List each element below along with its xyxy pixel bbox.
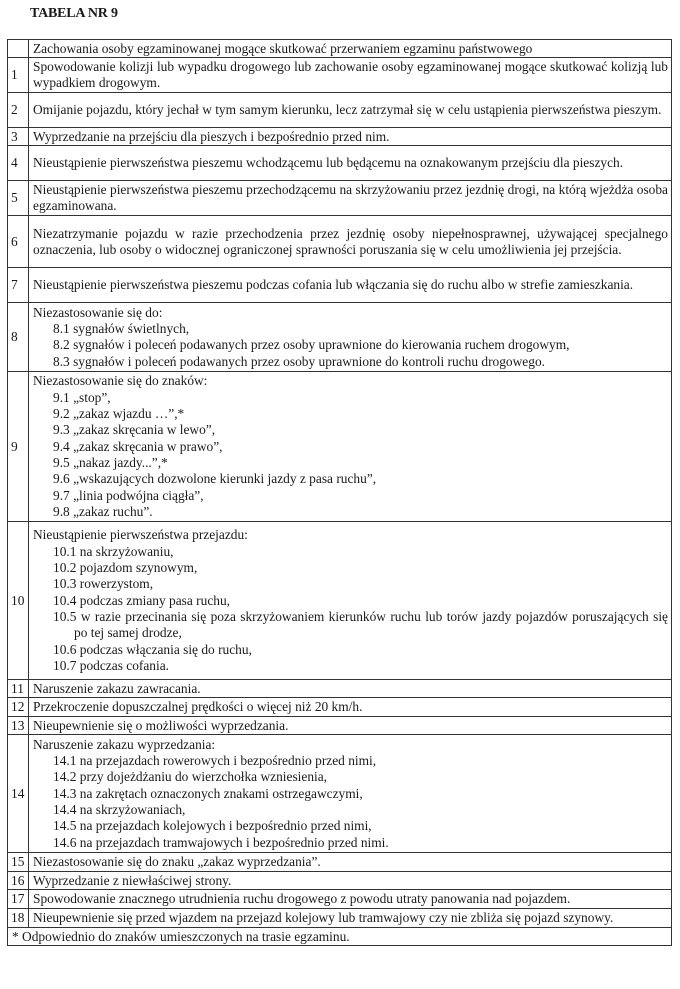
row-number: 18 <box>8 909 29 928</box>
row-number: 8 <box>8 303 29 372</box>
row-text: Nieustąpienie pierwszeństwa pieszemu wchodzącemu lub będącemu na oznakowanym przejściu dla pieszych. <box>33 155 624 171</box>
footnote: * Odpowiednio do znaków umieszczonych na trasie egzaminu. <box>8 928 672 946</box>
table-row <box>8 735 672 853</box>
row-number: 6 <box>8 216 29 268</box>
document-title: TABELA NR 9 <box>30 6 118 21</box>
row-number: 16 <box>8 872 29 890</box>
sub-item: 9.3 „zakaz skręcania w lewo”, <box>53 422 216 438</box>
row-number: 15 <box>8 853 29 872</box>
row-number: 3 <box>8 128 29 146</box>
sub-item: 8.3 sygnałów i poleceń podawanych przez osoby uprawnione do kontroli ruchu drogowego. <box>53 353 545 369</box>
row-text: Spowodowanie kolizji lub wypadku drogowego lub zachowanie osoby egzaminowanej mogące skutkować kolizją lub wypadkiem drogowym. <box>33 59 668 91</box>
row-number: 2 <box>8 93 29 128</box>
sub-item: 14.4 na skrzyżowaniach, <box>53 801 186 817</box>
row-text: Przekroczenie dopuszczalnej prędkości o więcej niż 20 km/h. <box>33 699 363 715</box>
table-row <box>8 717 672 735</box>
row-number: 9 <box>8 372 29 522</box>
sub-item: 9.4 „zakaz skręcania w prawo”, <box>53 438 223 454</box>
table-header: Zachowania osoby egzaminowanej mogące skutkować przerwaniem egzaminu państwowego <box>29 40 672 58</box>
row-content <box>29 890 672 909</box>
row-content <box>29 303 672 372</box>
table-row <box>8 268 672 303</box>
sub-item: 10.1 na skrzyżowaniu, <box>53 543 174 559</box>
row-number: 11 <box>8 680 29 698</box>
row-text: Nieupewnienie się przed wjazdem na przejazd kolejowy lub tramwajowy czy nie zbliża się pojazd szynowy. <box>33 910 614 926</box>
row-content <box>29 268 672 303</box>
row-content <box>29 735 672 853</box>
table-row <box>8 909 672 928</box>
table-row <box>8 853 672 872</box>
header-num-cell <box>8 40 29 58</box>
row-content <box>29 372 672 522</box>
row-number: 7 <box>8 268 29 303</box>
row-content <box>29 128 672 146</box>
row-text: Nieupewnienie się o możliwości wyprzedzania. <box>33 717 289 733</box>
row-number: 13 <box>8 717 29 735</box>
sub-item: 10.6 podczas włączania się do ruchu, <box>53 641 252 657</box>
row-number: 17 <box>8 890 29 909</box>
row-content <box>29 216 672 268</box>
table-row <box>8 93 672 128</box>
row-text: Naruszenie zakazu zawracania. <box>33 680 201 696</box>
table-row <box>8 680 672 698</box>
row-number: 5 <box>8 181 29 216</box>
row-text: Niezatrzymanie pojazdu w razie przechodzenia przez jezdnię osoby niepełnosprawnej, używającej specjalnego oznaczenia, lub osoby o widocznej ograniczonej sprawności poruszania się w celu umożliwienia jej przejścia. <box>33 225 668 257</box>
row-content <box>29 909 672 928</box>
row-content <box>29 717 672 735</box>
row-number: 14 <box>8 735 29 853</box>
row-text: Wyprzedzanie na przejściu dla pieszych i bezpośrednio przed nim. <box>33 128 390 144</box>
row-text: Spowodowanie znacznego utrudnienia ruchu drogowego z powodu utraty panowania nad pojazdem. <box>33 891 571 907</box>
table-row <box>8 181 672 216</box>
sub-item: 9.6 „wskazujących dozwolone kierunki jazdy z pasa ruchu”, <box>53 471 377 487</box>
sub-item: 9.7 „linia podwójna ciągła”, <box>53 487 204 503</box>
row-content <box>29 146 672 181</box>
table-row <box>8 128 672 146</box>
row-number: 10 <box>8 522 29 680</box>
row-content <box>29 522 672 680</box>
row-content <box>29 58 672 93</box>
sub-item: 8.1 sygnałów świetlnych, <box>53 321 190 336</box>
sub-item: 9.5 „nakaz jazdy...”,* <box>53 454 168 470</box>
row-text: Nieustąpienie pierwszeństwa przejazdu: <box>33 527 248 543</box>
row-text: Nieustąpienie pierwszeństwa pieszemu podczas cofania lub włączania się do ruchu albo w strefie zamieszkania. <box>33 277 634 293</box>
row-text: Niezastosowanie się do znaku „zakaz wyprzedzania”. <box>33 854 321 870</box>
row-number: 12 <box>8 698 29 717</box>
sub-item: 14.2 przy dojeżdżaniu do wierzchołka wzniesienia, <box>53 769 328 785</box>
sub-item: 10.4 podczas zmiany pasa ruchu, <box>53 592 230 608</box>
row-number: 4 <box>8 146 29 181</box>
sub-item: 14.3 na zakrętach oznaczonych znakami ostrzegawczymi, <box>53 785 363 801</box>
row-text: Niezastosowanie się do: <box>33 304 163 320</box>
row-content <box>29 853 672 872</box>
sub-item: 10.7 podczas cofania. <box>53 657 170 673</box>
sub-item: 10.2 pojazdom szynowym, <box>53 560 198 576</box>
row-content <box>29 698 672 717</box>
table-row <box>8 522 672 680</box>
sub-item: 10.3 rowerzystom, <box>53 576 154 592</box>
row-content <box>29 181 672 216</box>
table-row <box>8 303 672 372</box>
table-row <box>8 146 672 181</box>
table-row <box>8 698 672 717</box>
row-text: Nieustąpienie pierwszeństwa pieszemu przechodzącemu na skrzyżowaniu przez jezdnię drogi, na którą wjeżdża osoba egzaminowana. <box>33 182 668 214</box>
sub-item: 9.2 „zakaz wjazdu …”,* <box>53 406 185 422</box>
sub-item: 14.6 na przejazdach tramwajowych i bezpośrednio przed nimi. <box>53 834 389 850</box>
sub-item: 14.5 na przejazdach kolejowych i bezpośrednio przed nimi, <box>53 818 372 834</box>
row-number: 1 <box>8 58 29 93</box>
table-row <box>8 890 672 909</box>
table-row <box>8 872 672 890</box>
row-content <box>29 872 672 890</box>
violations-table <box>7 39 672 946</box>
sub-item: 8.2 sygnałów i poleceń podawanych przez osoby uprawnione do kierowania ruchem drogowym, <box>53 337 570 353</box>
row-content <box>29 93 672 128</box>
sub-item: 14.1 na przejazdach rowerowych i bezpośrednio przed nimi, <box>53 753 377 769</box>
sub-item: 9.1 „stop”, <box>53 389 111 405</box>
row-text: Wyprzedzanie z niewłaściwej strony. <box>33 872 232 888</box>
sub-item: 10.5 w razie przecinania się poza skrzyżowaniem kierunków ruchu lub torów jazdy pojazdów poruszających się po tej samej drodze, <box>53 608 668 641</box>
table-row <box>8 372 672 522</box>
footnote-row <box>8 928 672 946</box>
row-text: Naruszenie zakazu wyprzedzania: <box>33 736 216 752</box>
row-text: Niezastosowanie się do znaków: <box>33 373 208 389</box>
table-row <box>8 58 672 93</box>
row-content <box>29 680 672 698</box>
row-text: Omijanie pojazdu, który jechał w tym samym kierunku, lecz zatrzymał się w celu ustąpienia pierwszeństwa pieszym. <box>33 102 662 118</box>
table-header-row <box>8 40 672 58</box>
sub-item: 9.8 „zakaz ruchu”. <box>53 503 153 519</box>
table-row <box>8 216 672 268</box>
